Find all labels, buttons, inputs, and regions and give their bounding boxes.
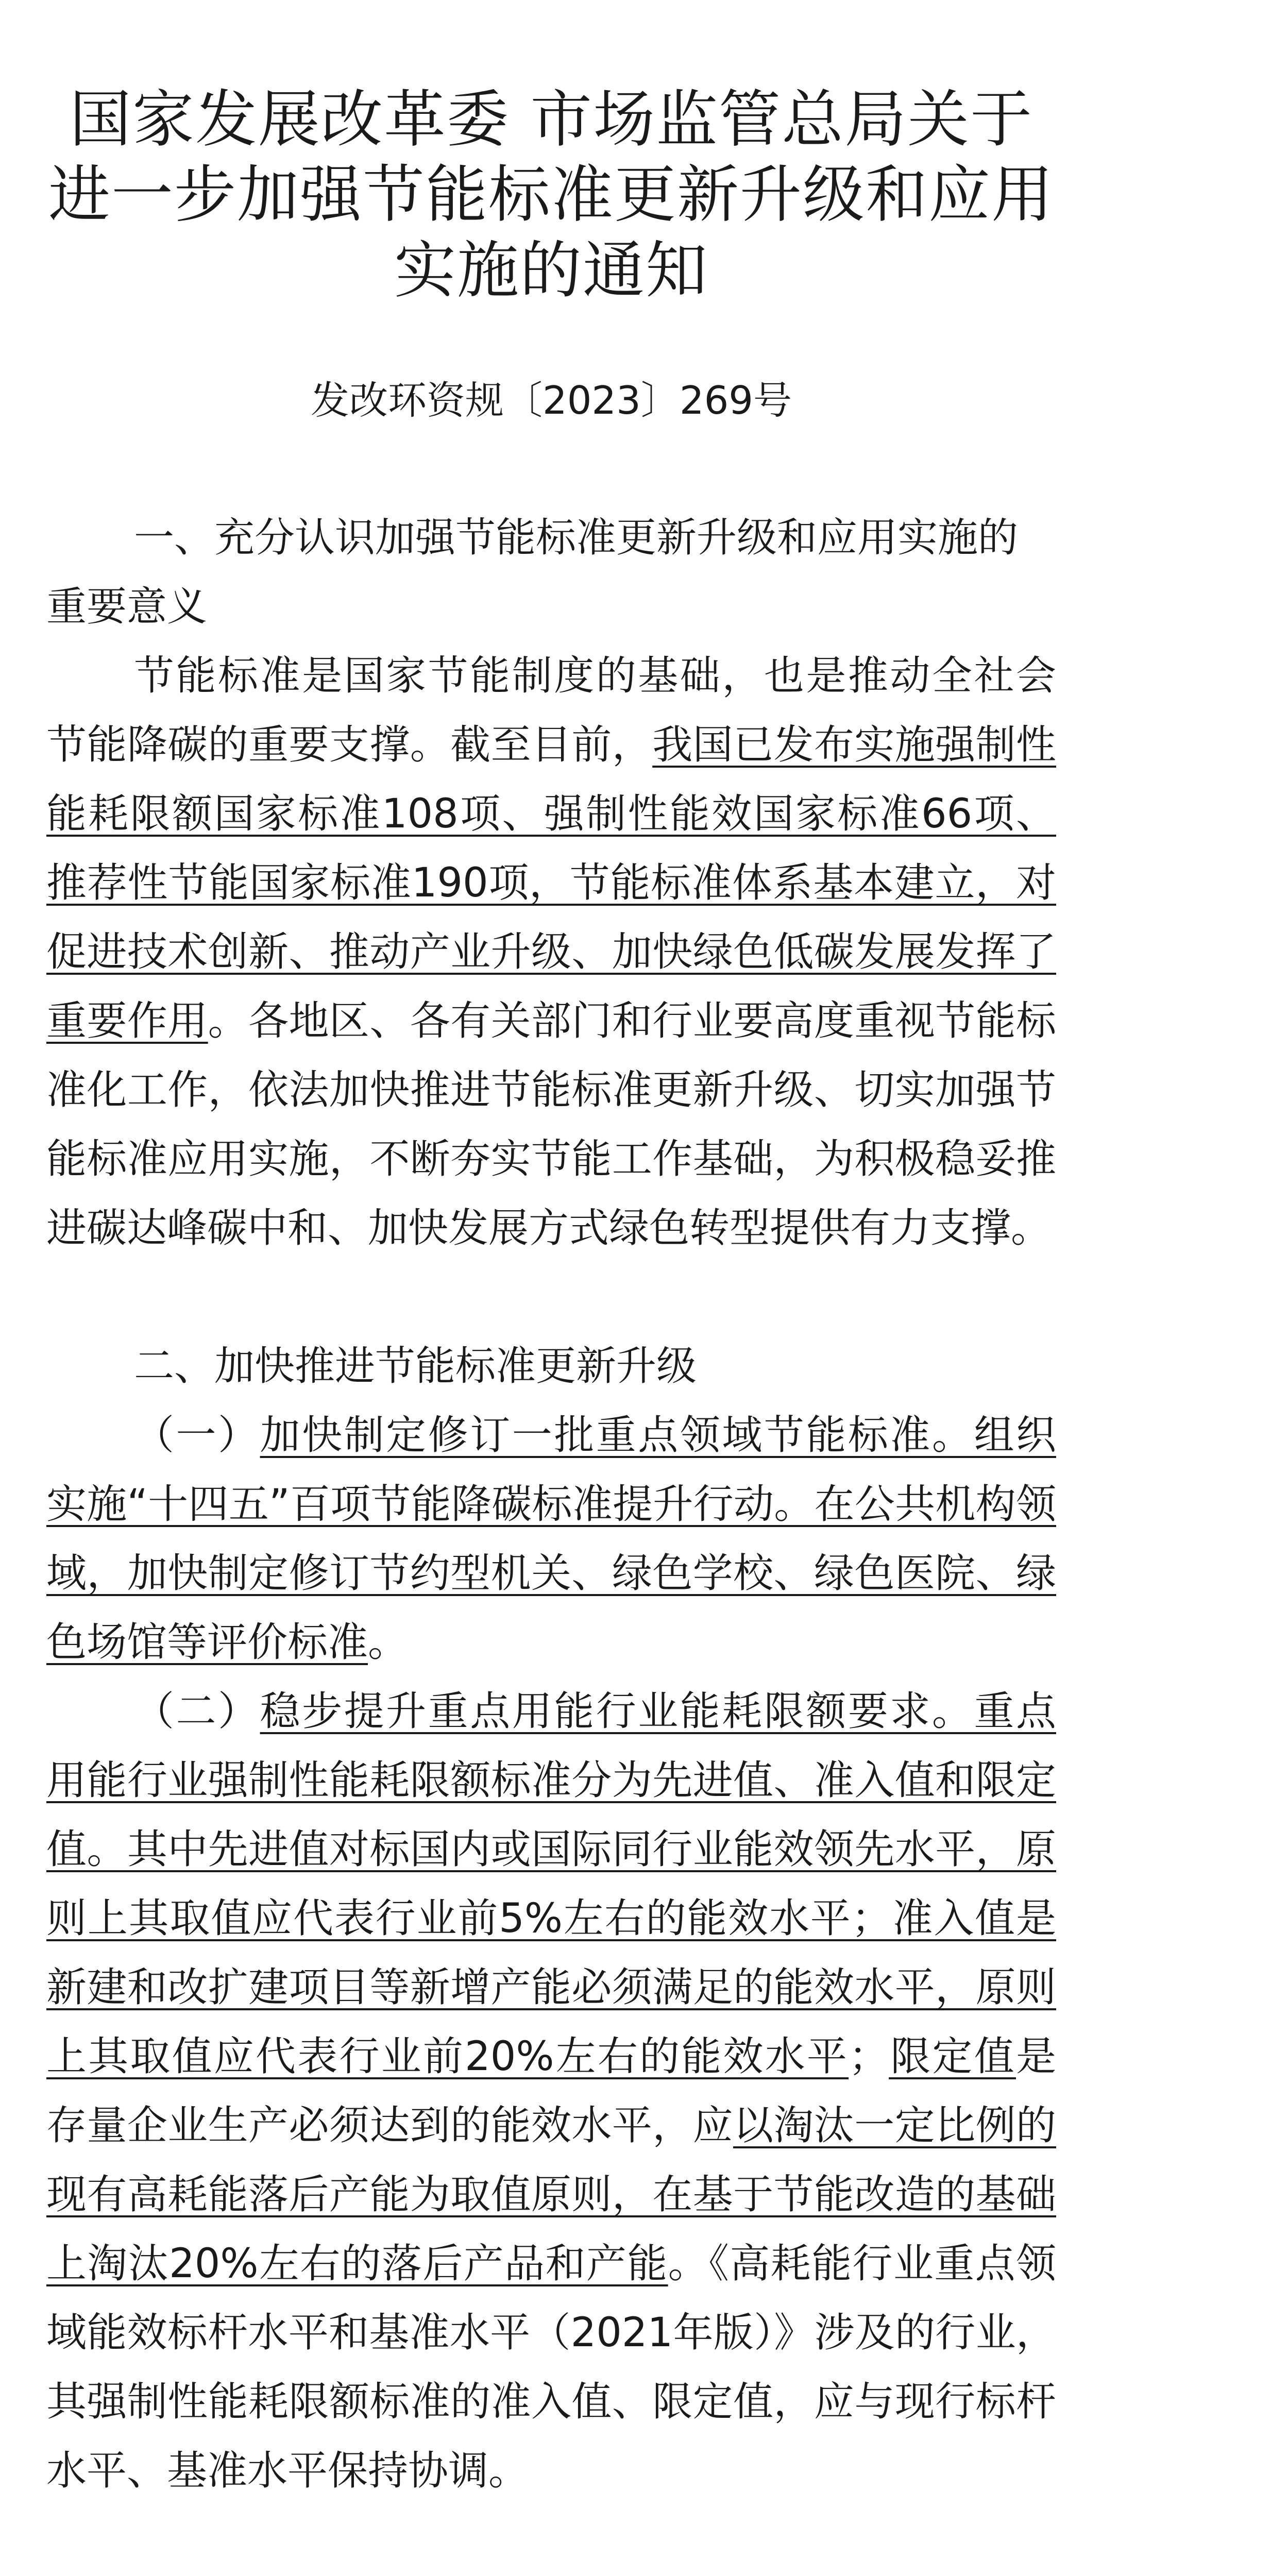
section1-text-b: 。各地区、各有关部门和行业要高度重视节能标准化工作，依法加快推进节能标准更新升级、切实加强节能标准应用实施，不断夯实节能工作基础，为积极稳妥推进碳达峰碳中和、加快发展方式绿色转型提供有力支撑。 bbox=[46, 997, 1056, 1251]
notice-title: 国家发展改革委 市场监管总局关于进一步加强节能标准更新升级和应用实施的通知 bbox=[48, 84, 1054, 307]
section1-paragraph bbox=[46, 641, 1056, 1263]
item2-mid-2: 是存量企业生产必须达到的能效水平，应 bbox=[46, 2033, 1056, 2149]
document-number: 发改环资规〔2023〕269号 bbox=[310, 378, 792, 423]
item2-underlined-text-1: 稳步提升重点用能行业能耗限额要求。重点用能行业强制性能耗限额标准分为先进值、准入值和限定值。其中先进值对标国内或国际同行业能效领先水平，原则上其取值应代表行业前5%左右的能效水平；准入值是新建和改扩建项目等新增产能必须满足的能效水平，原则上其取值应代表行业前20%左右的能效水平 bbox=[46, 1688, 1056, 2080]
item2-underlined-text-3: 以淘汰一定比例的现有高耗能落后产能为取值原则，在基于节能改造的基础上淘汰20%左右的落后产品和产能 bbox=[46, 2102, 1056, 2287]
section-spacer bbox=[46, 1263, 1056, 1332]
item2-mid-1: ； bbox=[849, 2033, 889, 2080]
item2-end: 。《高耗能行业重点领域能效标杆水平和基准水平（2021年版）》涉及的行业，其强制性能耗限额标准的准入值、限定值，应与现行标杆水平、基准水平保持协调。 bbox=[46, 2240, 1056, 2494]
section1-heading: 一、充分认识加强节能标准更新升级和应用实施的重要意义 bbox=[46, 514, 1019, 630]
section2-heading: 二、加快推进节能标准更新升级 bbox=[134, 1343, 697, 1389]
section2-item2 bbox=[46, 1677, 1056, 2505]
item1-end: 。 bbox=[368, 1619, 409, 1666]
section1-text-a: 节能标准是国家节能制度的基础，也是推动全社会节能降碳的重要支撑。截至目前， bbox=[46, 652, 1056, 768]
item2-number: （二） bbox=[134, 1688, 260, 1735]
section2-item1 bbox=[46, 1401, 1056, 1677]
item1-number: （一） bbox=[134, 1412, 260, 1459]
item1-underlined-text: 加快制定修订一批重点领域节能标准。组织实施“十四五”百项节能降碳标准提升行动。在公共机构领域，加快制定修订节约型机关、绿色学校、绿色医院、绿色场馆等评价标准 bbox=[46, 1412, 1056, 1666]
section1-underlined-text: 我国已发布实施强制性能耗限额国家标准108项、强制性能效国家标准66项、推荐性节能国家标准190项，节能标准体系基本建立，对促进技术创新、推动产业升级、加快绿色低碳发展发挥了重要作用 bbox=[46, 721, 1056, 1044]
item2-underlined-text-2: 限定值 bbox=[889, 2033, 1016, 2080]
document-page bbox=[46, 82, 1056, 2505]
